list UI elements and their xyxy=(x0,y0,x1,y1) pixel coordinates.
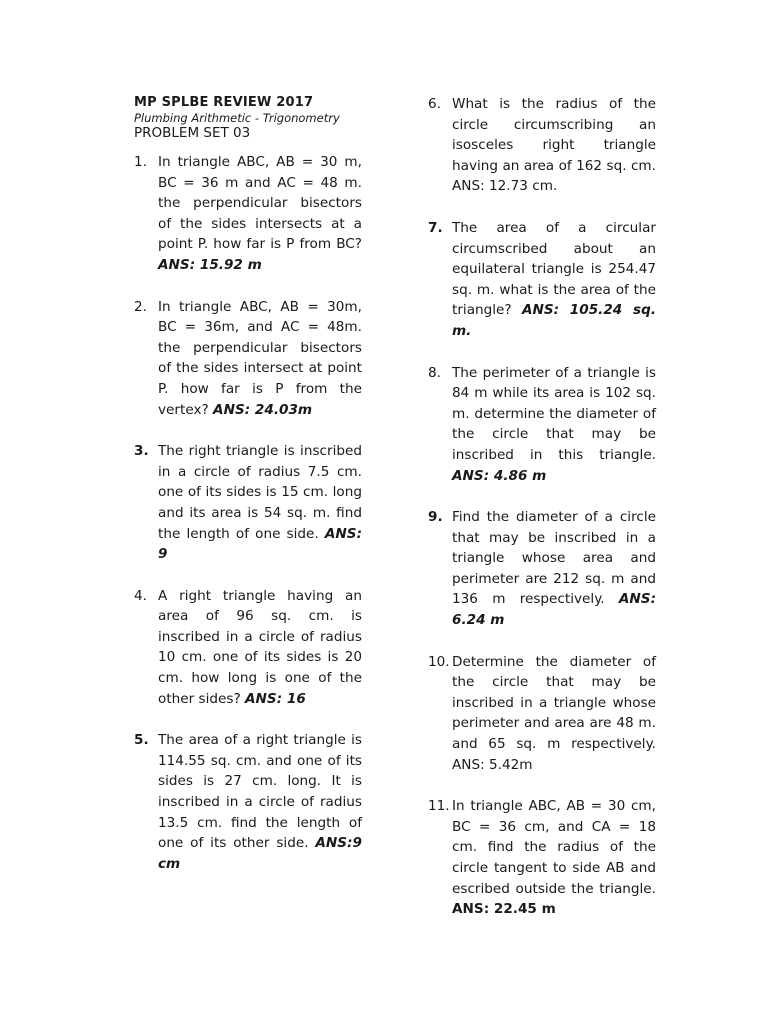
problem-6 xyxy=(428,94,656,197)
problem-text: Determine the diameter of the circle that may be inscribed in a triangle whose perimeter and area are 48 m. and 65 sq. m respectively. ANS: 5.42m xyxy=(452,653,656,773)
problem-text: What is the radius of the circle circumscribing an isosceles right triangle having an area of 162 sq. cm. ANS: 12.73 cm. xyxy=(452,96,656,195)
problem-7 xyxy=(428,218,656,342)
problem-text: In triangle ABC, AB = 30 cm, BC = 36 cm, and CA = 18 cm. find the radius of the circle tangent to side AB and escribed outside the triangle. ANS: 22.45 m xyxy=(452,798,656,918)
problem-5 xyxy=(134,730,362,874)
problem-2 xyxy=(134,297,362,421)
problem-1 xyxy=(134,152,362,276)
problem-answer: ANS: 22.45 m xyxy=(452,901,556,918)
document-title: MP SPLBE REVIEW 2017 xyxy=(134,95,314,110)
problem-number: 6. xyxy=(428,96,441,112)
problem-number: 7. xyxy=(428,219,443,236)
problem-number: 5. xyxy=(134,732,149,749)
problem-number: 8. xyxy=(428,364,441,381)
problem-text: In triangle ABC, AB = 30 m, BC = 36 m and AC = 48 m. the perpendicular bisectors of the sides intersects at a point P. how far is P from BC? ANS: 15.92 m xyxy=(158,154,362,273)
problem-answer: ANS:9 cm xyxy=(158,835,362,872)
problem-number: 3. xyxy=(134,443,149,460)
problem-10 xyxy=(428,652,656,776)
problem-answer: ANS: 16 xyxy=(245,690,306,707)
problem-answer: ANS: 9 xyxy=(158,525,362,563)
left-column xyxy=(134,94,362,895)
problem-4 xyxy=(134,586,362,710)
problem-text: The area of a right triangle is 114.55 sq. cm. and one of its sides is 27 cm. long. It is inscribed in a circle of radius 13.5 cm. find the length of one of its other side. ANS:9 cm xyxy=(158,732,362,872)
problem-3 xyxy=(134,441,362,565)
problem-answer: ANS: 6.24 m xyxy=(452,591,656,629)
problem-number: 11. xyxy=(428,798,450,815)
problem-text: The area of a circular circumscribed about an equilateral triangle is 254.47 sq. m. what is the area of the triangle? ANS: 105.24 sq. m. xyxy=(452,219,656,339)
problem-number: 1. xyxy=(134,154,147,170)
right-column xyxy=(428,94,656,941)
problem-text: A right triangle having an area of 96 sq. cm. is inscribed in a circle of radius 10 cm. one of its sides is 20 cm. how long is one of the other sides? ANS: 16 xyxy=(158,587,362,707)
problem-11 xyxy=(428,796,656,920)
problem-answer: ANS: 24.03m xyxy=(213,401,313,418)
problem-text: In triangle ABC, AB = 30m, BC = 36m, and AC = 48m. the perpendicular bisectors of the sides intersect at point P. how far is P from the vertex? ANS: 24.03m xyxy=(158,298,362,418)
problem-8 xyxy=(428,363,656,487)
problem-answer: ANS: 15.92 m xyxy=(158,256,262,273)
problem-text: The perimeter of a triangle is 84 m while its area is 102 sq. m. determine the diameter of the circle that may be inscribed in this triangle. ANS: 4.86 m xyxy=(452,364,656,484)
problem-number: 2. xyxy=(134,298,147,315)
problem-number: 4. xyxy=(134,587,147,604)
problem-number: 10. xyxy=(428,653,450,670)
problem-text: The right triangle is inscribed in a circle of radius 7.5 cm. one of its sides is 15 cm. long and its area is 54 sq. m. find the length of one side. ANS: 9 xyxy=(158,443,362,563)
problem-9 xyxy=(428,507,656,631)
problem-set-label: PROBLEM SET 03 xyxy=(134,125,251,141)
problem-number: 9. xyxy=(428,509,443,526)
problem-text: Find the diameter of a circle that may be inscribed in a triangle whose area and perimeter are 212 sq. m and 136 m respectively. ANS: 6.24 m xyxy=(452,509,656,629)
problem-answer: ANS: 105.24 sq. m. xyxy=(452,302,656,339)
document-subtitle: Plumbing Arithmetic - Trigonometry xyxy=(134,111,340,125)
problem-answer: ANS: 4.86 m xyxy=(452,467,547,484)
